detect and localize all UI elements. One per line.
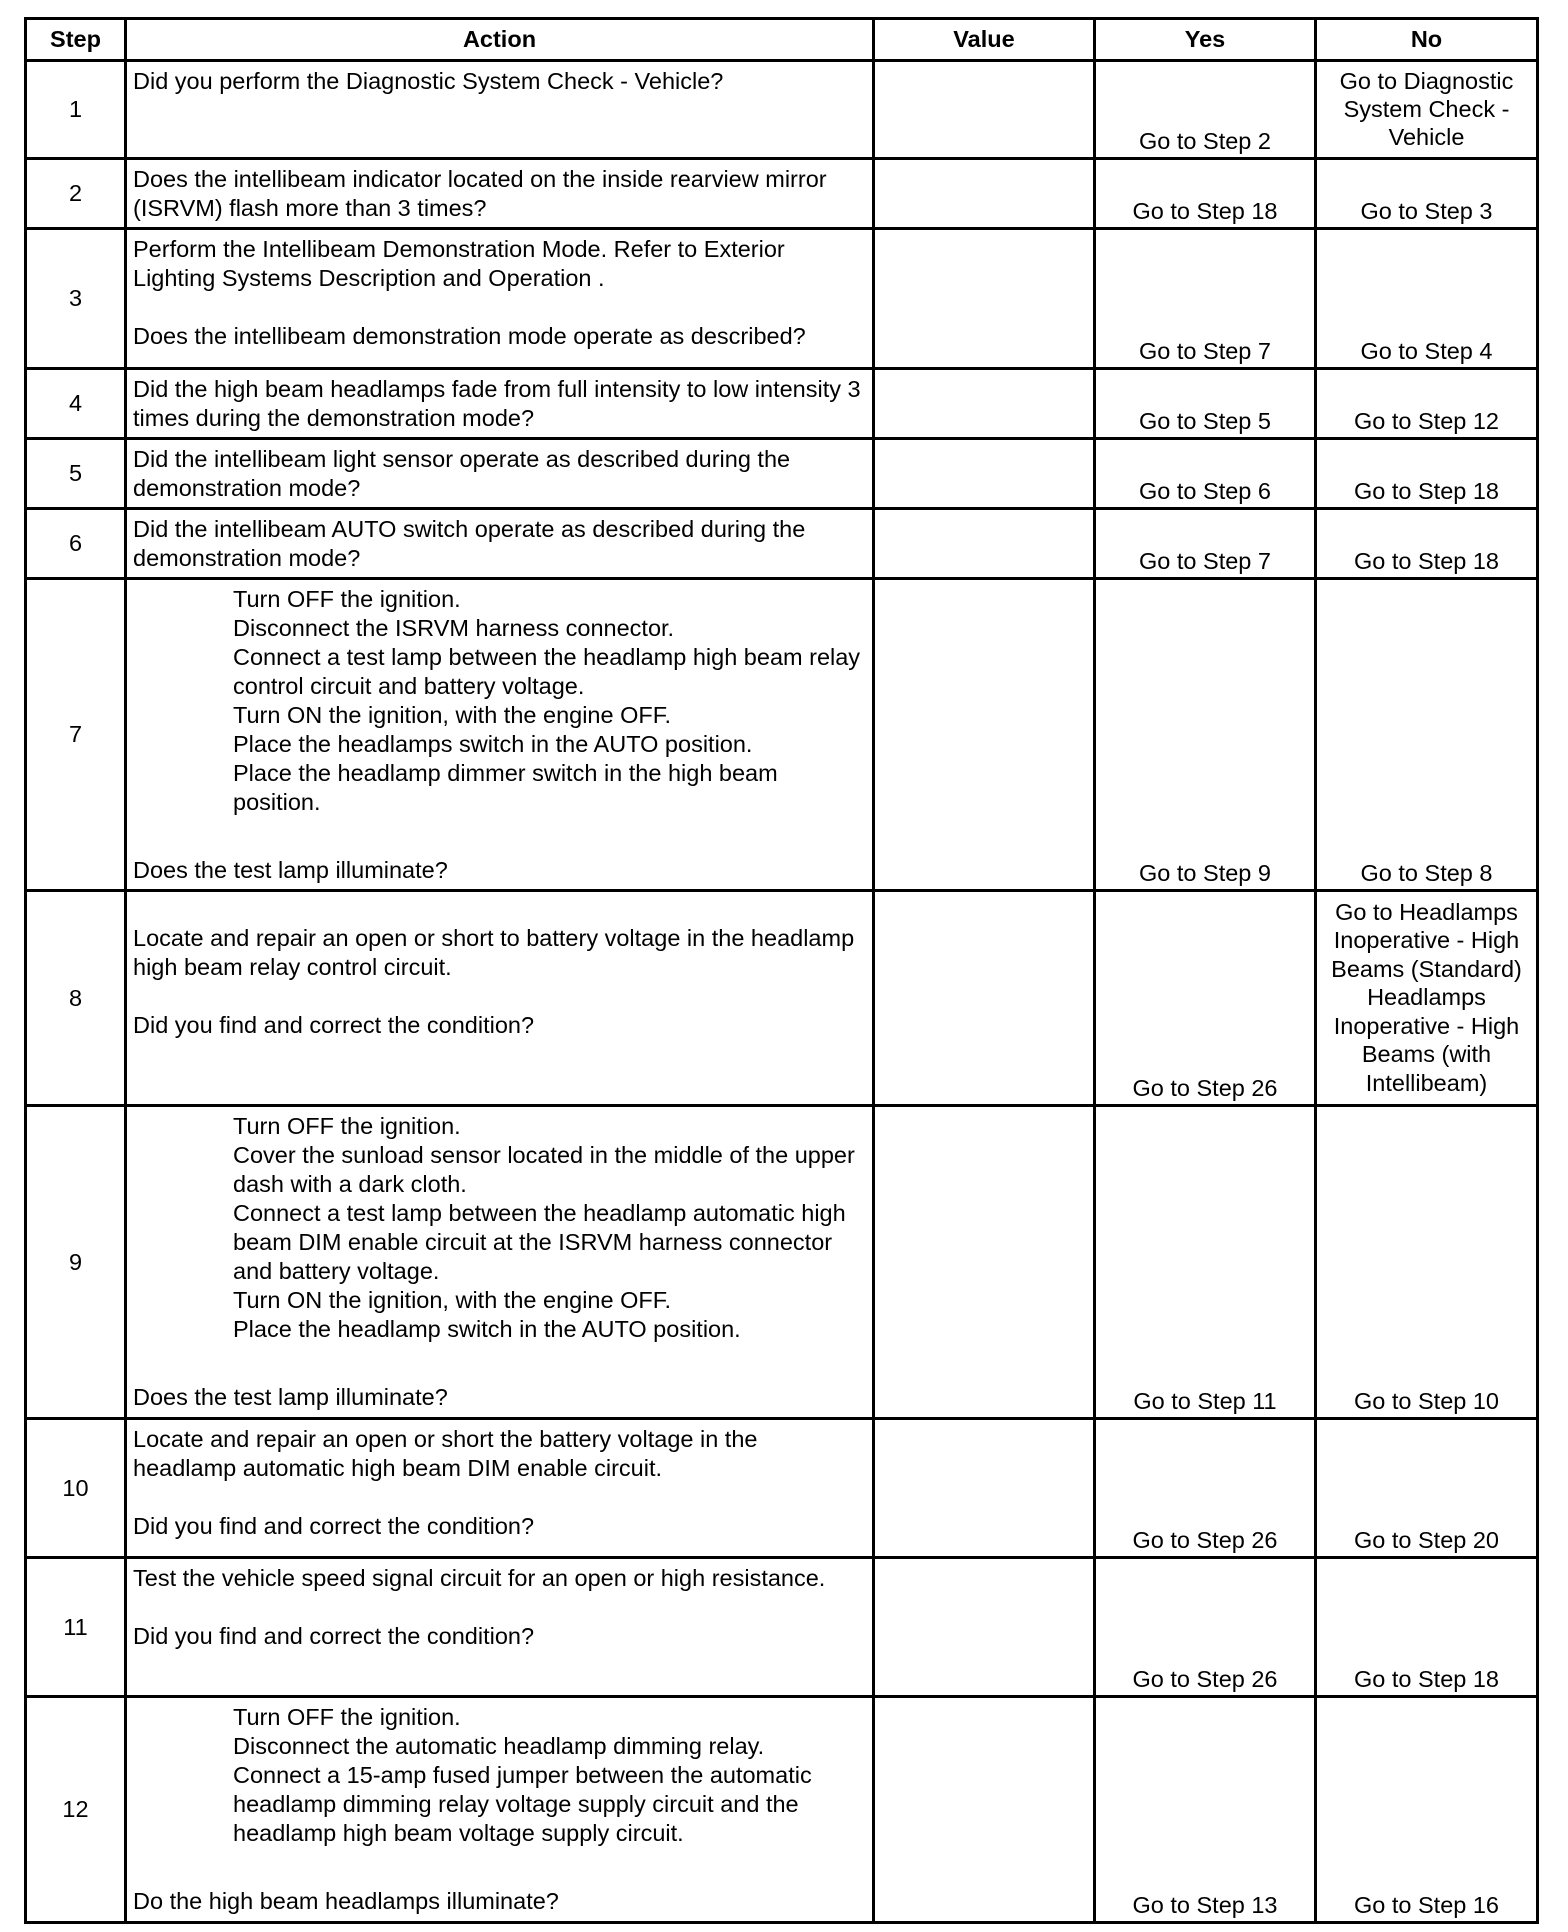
action-cell [126,439,874,509]
value-cell [874,509,1095,579]
action-question: Did you perform the Diagnostic System Check - Vehicle? [133,68,724,94]
header-action: Action [126,19,874,61]
table-row [26,369,1538,439]
yes-cell: Go to Step 13 [1095,1697,1316,1923]
action-steps [133,1703,866,1848]
header-no: No [1316,19,1538,61]
value-cell [874,439,1095,509]
header-yes: Yes [1095,19,1316,61]
table-row [26,1419,1538,1558]
header-value: Value [874,19,1095,61]
step-number: 10 [26,1419,126,1558]
action-question: Did the intellibeam AUTO switch operate as described during the demonstration mode? [133,516,806,571]
step-number: 11 [26,1558,126,1697]
value-cell [874,159,1095,229]
no-cell: Go to Step 12 [1316,369,1538,439]
action-question: Did the high beam headlamps fade from full intensity to low intensity 3 times during the demonstration mode? [133,376,861,431]
step-number: 12 [26,1697,126,1923]
yes-cell: Go to Step 5 [1095,369,1316,439]
yes-cell: Go to Step 26 [1095,1558,1316,1697]
action-step: Turn ON the ignition, with the engine OFF. [233,702,672,728]
action-cell [126,159,874,229]
table-row [26,439,1538,509]
action-cell [126,891,874,1106]
action-step: Turn OFF the ignition. [233,586,461,612]
no-cell: Go to Step 16 [1316,1697,1538,1923]
action-step: Turn OFF the ignition. [233,1113,461,1139]
step-number: 7 [26,579,126,891]
action-step: Connect a 15-amp fused jumper between the automatic headlamp dimming relay voltage supply circuit and the headlamp high beam voltage supply circuit. [233,1762,812,1846]
step-number: 5 [26,439,126,509]
step-number: 8 [26,891,126,1106]
no-cell: Go to Step 18 [1316,439,1538,509]
no-cell: Go to Step 18 [1316,1558,1538,1697]
action-text: Locate and repair an open or short to battery voltage in the headlamp high beam relay control circuit. [133,925,855,980]
value-cell [874,1697,1095,1923]
value-cell [874,229,1095,369]
table-row [26,159,1538,229]
no-cell: Go to Diagnostic System Check - Vehicle [1316,61,1538,159]
yes-cell: Go to Step 11 [1095,1106,1316,1419]
action-step: Connect a test lamp between the headlamp automatic high beam DIM enable circuit at the ISRVM harness connector and battery voltage. [233,1200,846,1284]
action-cell [126,1419,874,1558]
action-cell [126,579,874,891]
table-row [26,509,1538,579]
action-question: Does the test lamp illuminate? [133,857,448,883]
value-cell [874,61,1095,159]
yes-cell: Go to Step 26 [1095,891,1316,1106]
action-cell [126,1106,874,1419]
table-row [26,891,1538,1106]
action-step: Disconnect the automatic headlamp dimming relay. [233,1733,765,1759]
header-row [26,19,1538,61]
action-text: Test the vehicle speed signal circuit for an open or high resistance. [133,1565,826,1591]
action-step: Place the headlamp switch in the AUTO position. [233,1316,741,1342]
yes-cell: Go to Step 26 [1095,1419,1316,1558]
action-step: Place the headlamp dimmer switch in the high beam position. [233,760,778,815]
step-number: 3 [26,229,126,369]
value-cell [874,1558,1095,1697]
yes-cell: Go to Step 6 [1095,439,1316,509]
action-cell [126,509,874,579]
table-row [26,579,1538,891]
action-text: Perform the Intellibeam Demonstration Mode. Refer to Exterior Lighting Systems Description and Operation . [133,236,785,291]
step-number: 6 [26,509,126,579]
step-number: 4 [26,369,126,439]
action-step: Cover the sunload sensor located in the middle of the upper dash with a dark cloth. [233,1142,855,1197]
value-cell [874,891,1095,1106]
action-step: Disconnect the ISRVM harness connector. [233,615,675,641]
action-question: Did you find and correct the condition? [133,1513,535,1539]
action-question: Did you find and correct the condition? [133,1623,535,1649]
action-cell [126,61,874,159]
action-step: Turn ON the ignition, with the engine OFF. [233,1287,672,1313]
yes-cell: Go to Step 18 [1095,159,1316,229]
action-question: Does the intellibeam demonstration mode operate as described? [133,323,806,349]
no-cell: Go to Step 20 [1316,1419,1538,1558]
action-cell [126,369,874,439]
action-step: Connect a test lamp between the headlamp high beam relay control circuit and battery voltage. [233,644,861,699]
no-cell: Go to Step 4 [1316,229,1538,369]
diagnostic-table [24,17,1539,1924]
step-number: 1 [26,61,126,159]
yes-cell: Go to Step 7 [1095,229,1316,369]
yes-cell: Go to Step 9 [1095,579,1316,891]
action-question: Does the test lamp illuminate? [133,1384,448,1410]
action-steps [133,585,866,817]
value-cell [874,579,1095,891]
table-row [26,229,1538,369]
no-cell: Go to Step 8 [1316,579,1538,891]
value-cell [874,369,1095,439]
action-cell [126,229,874,369]
no-cell: Go to Step 3 [1316,159,1538,229]
value-cell [874,1106,1095,1419]
table-row [26,1106,1538,1419]
action-question: Did you find and correct the condition? [133,1012,535,1038]
table-row [26,61,1538,159]
step-number: 2 [26,159,126,229]
action-step: Turn OFF the ignition. [233,1704,461,1730]
action-question: Did the intellibeam light sensor operate as described during the demonstration mode? [133,446,791,501]
table-row [26,1697,1538,1923]
action-cell [126,1558,874,1697]
no-cell: Go to Step 10 [1316,1106,1538,1419]
action-text: Locate and repair an open or short the battery voltage in the headlamp automatic high beam DIM enable circuit. [133,1426,758,1481]
action-step: Place the headlamps switch in the AUTO position. [233,731,753,757]
no-cell: Go to Headlamps Inoperative - High Beams (Standard) Headlamps Inoperative - High Beams (with Intellibeam) [1316,891,1538,1106]
action-cell [126,1697,874,1923]
table-row [26,1558,1538,1697]
yes-cell: Go to Step 2 [1095,61,1316,159]
no-cell: Go to Step 18 [1316,509,1538,579]
action-question: Do the high beam headlamps illuminate? [133,1888,559,1914]
action-steps [133,1112,866,1344]
value-cell [874,1419,1095,1558]
step-number: 9 [26,1106,126,1419]
action-question: Does the intellibeam indicator located on the inside rearview mirror (ISRVM) flash more than 3 times? [133,166,827,221]
yes-cell: Go to Step 7 [1095,509,1316,579]
header-step: Step [26,19,126,61]
